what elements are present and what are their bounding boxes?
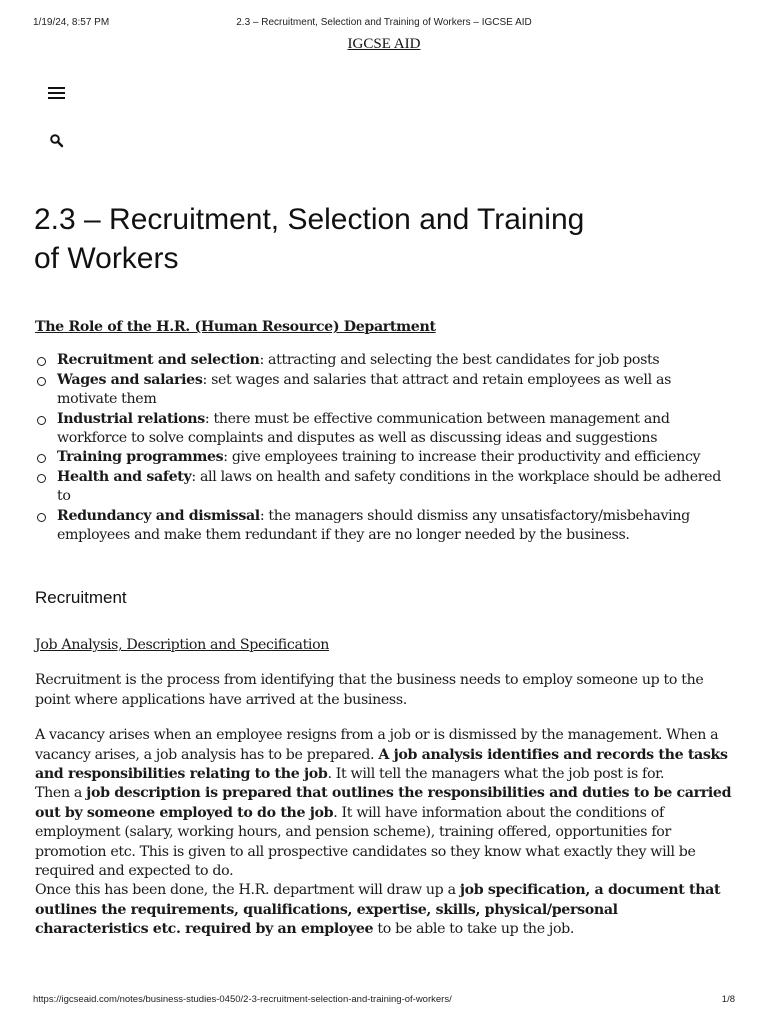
list-item-term: Training programmes [57,449,224,466]
job-analysis-subheading: Job Analysis, Description and Specification [35,637,330,653]
text-run: Once this has been done, the H.R. department will draw up a [35,882,460,899]
vacancy-paragraph [35,726,735,784]
print-page-title: 2.3 – Recruitment, Selection and Training of Workers – IGCSE AID [236,17,532,28]
job-description-paragraph [35,784,735,881]
list-item-term: Redundancy and dismissal [57,507,260,524]
site-title-link[interactable]: IGCSE AID [347,36,421,52]
search-icon[interactable] [49,133,65,149]
list-item [35,448,735,467]
text-run: Then a [35,785,87,802]
text-run: A vacancy arises when an employee resigns from a job or is dismissed by the management. When a vacancy arises, a job analysis has to be prepared. [35,727,719,763]
bold-run: A job analysis identifies and records the tasks and responsibilities relating to the job [35,746,728,783]
hamburger-menu-icon[interactable] [48,87,65,101]
list-item [35,507,735,546]
list-item [35,410,735,449]
text-run: . It will have information about the conditions of employment (salary, working hours, and pension scheme), training offered, opportunities for promotion etc. This is given to all prospective candidates so they know what exactly they will be required and expected to do. [35,804,696,880]
bold-run: job description is prepared that outlines the responsibilities and duties to be carried out by someone employed to do the job [35,785,732,821]
hr-role-list [35,351,735,545]
list-item [35,351,735,370]
job-specification-paragraph [35,881,735,939]
text-run: to be able to take up the job. [373,921,575,938]
list-item-term: Health and safety [57,468,192,485]
recruitment-heading: Recruitment [35,588,127,607]
list-item [35,371,735,410]
list-item-desc: : there must be effective communication between management and workforce to solve complaints and disputes as well as discussing ideas and suggestions [57,410,670,447]
list-item-term: Industrial relations [57,410,205,427]
recruitment-intro: Recruitment is the process from identifying that the business needs to employ someone up to the point where applications have arrived at the business. [35,672,704,708]
page-title: 2.3 – Recruitment, Selection and Training of Workers [34,203,585,275]
list-item-desc: : the managers should dismiss any unsatisfactory/misbehaving employees and make them redundant if they are no longer needed by the business. [57,507,690,544]
bold-run: job specification, a document that outlines the requirements, qualifications, expertise, skills, physical/personal characteristics etc. required by an employee [35,882,721,938]
hr-role-section [35,318,735,545]
print-url: https://igcseaid.com/notes/business-studies-0450/2-3-recruitment-selection-and-training-of-workers/ [33,994,452,1005]
list-item-desc: : attracting and selecting the best candidates for job posts [259,352,660,369]
text-run: . It will tell the managers what the job post is for. [327,766,665,783]
print-date: 1/19/24, 8:57 PM [33,17,110,28]
list-item-desc: : all laws on health and safety conditions in the workplace should be adhered to [57,468,721,505]
list-item-term: Wages and salaries [57,371,203,388]
recruitment-section [35,636,735,940]
list-item-term: Recruitment and selection [57,352,260,369]
list-item-desc: : set wages and salaries that attract and retain employees as well as motivate them [57,371,672,408]
list-item [35,468,735,507]
list-item-desc: : give employees training to increase their productivity and efficiency [223,449,701,466]
hr-role-heading: The Role of the H.R. (Human Resource) Department [35,319,436,335]
page-number: 1/8 [721,994,735,1005]
